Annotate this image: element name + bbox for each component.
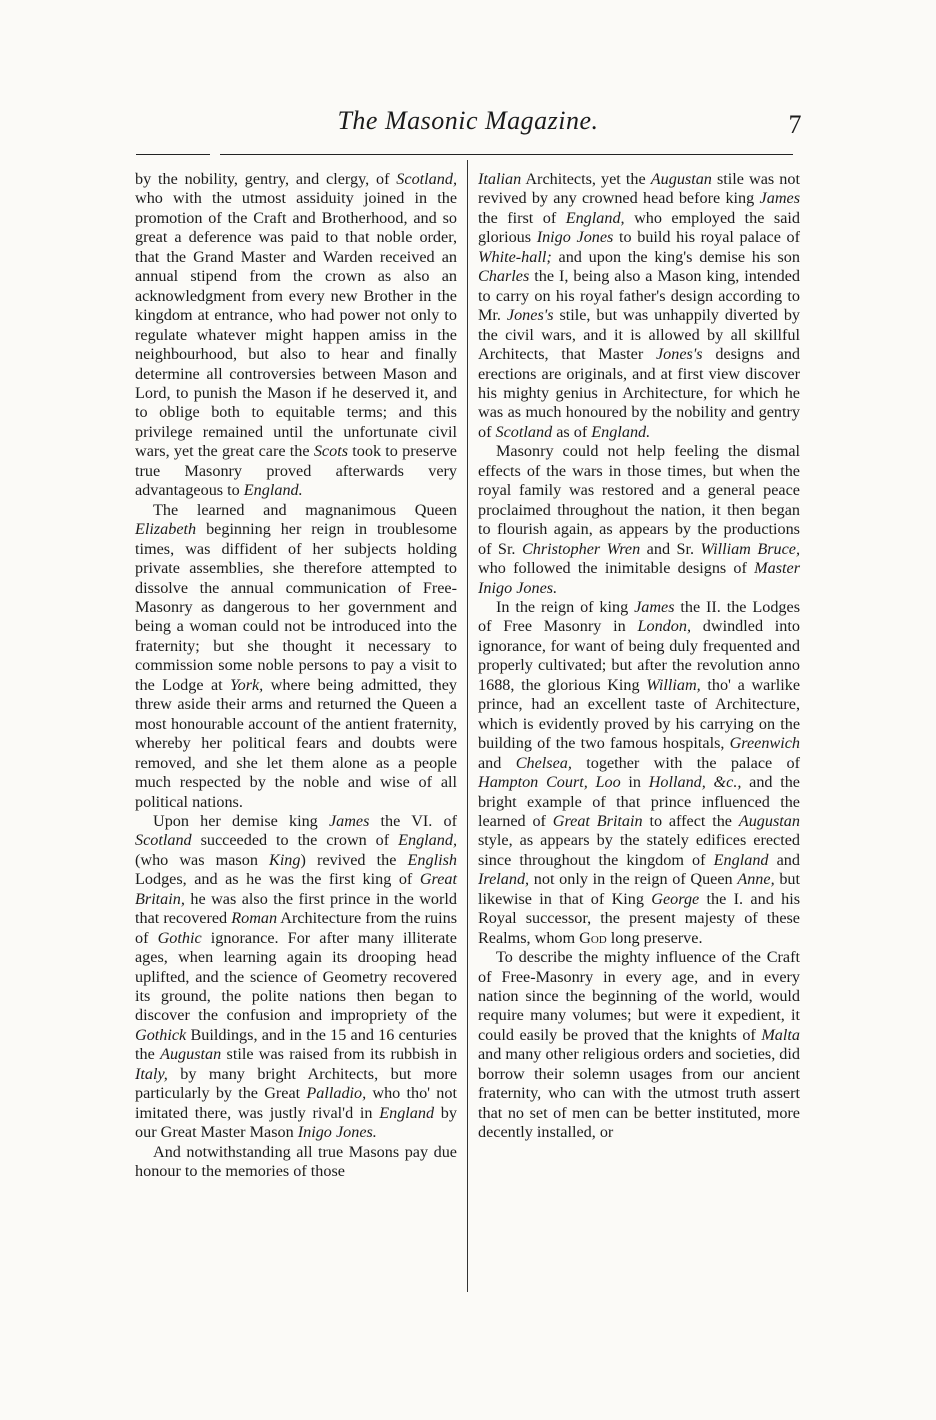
italic-text: Chelsea, xyxy=(515,753,572,772)
italic-text: Italy, xyxy=(135,1064,168,1083)
text-run: Architects, yet the xyxy=(521,170,651,188)
text-run: dwindled into ignorance, for want of being duly frequented and properly cultivated; but after the revolution anno 1688, the glorious King xyxy=(478,617,800,694)
text-run: succeeded to the crown of xyxy=(191,831,399,850)
italic-text: Scots xyxy=(313,442,348,461)
italic-text: Scotland xyxy=(135,831,192,850)
text-run: The learned and magnanimous Queen xyxy=(153,500,457,519)
text-run: Upon her demise king xyxy=(153,811,329,830)
italic-text: George xyxy=(651,889,700,908)
italic-text: Ireland, xyxy=(478,870,530,889)
italic-text: English xyxy=(407,850,457,869)
text-run: and upon the king's demise his son xyxy=(551,247,800,266)
italic-text: Italian xyxy=(478,170,522,188)
text-run: to build his royal palace of xyxy=(613,228,801,247)
text-run: Buildings, and in the 15 and 16 centuries the xyxy=(135,1025,457,1064)
text-run: In the reign of king xyxy=(496,597,635,616)
text-run: ignorance. For after many illiterate ages, when learning again its drooping head uplifted, and the science of Geometry recovered its ground, the polite nations then began to discover the confusion and impropriety of the xyxy=(135,928,457,1025)
text-run: style, as appears by the stately edifices erected since throughout the kingdom of xyxy=(478,831,800,869)
text-run: who with the utmost assiduity joined in the promotion of the Craft and Brotherhood, and so great a deference was paid to that noble order, that the Grand Master and Warden received an annual stipend from the crown as also an acknowledgment from every new Brother in the kingdom at entrance, who had power not only to regulate whatever might happen amiss in the neighbourhood, but also to hear and finally determine all controversies between Mason and Lord, to punish the Mason if he deserved it, and to oblige both to equitable terms; and this privilege remained until the unfortunate civil wars, yet the great care the xyxy=(135,189,457,461)
italic-text: York, xyxy=(230,675,264,694)
italic-text: Roman xyxy=(231,909,278,928)
paragraph xyxy=(478,170,800,442)
italic-text: Palladio, xyxy=(306,1084,367,1103)
text-run: and Sr. xyxy=(640,539,701,558)
italic-text: Great Britain, xyxy=(135,870,457,908)
italic-text: Gothic xyxy=(157,928,202,947)
italic-text: England. xyxy=(591,422,651,441)
italic-text: Augustan xyxy=(650,170,712,188)
italic-text: Gothick xyxy=(135,1025,187,1044)
paragraph xyxy=(478,948,800,1143)
italic-text: Anne, xyxy=(737,870,775,889)
text-run: beginning her reign in troublesome times, was diffident of her subjects holding private assemblies, she therefore attempted to dissolve the annual communication of Free-Masonry as dangerous to her government and being a woman could not be introduced into the fraternity; but she thought it necessary to commission some noble persons to pay a visit to the Lodge at xyxy=(135,520,457,694)
text-run: and the bright example of that prince influenced the learned of xyxy=(478,773,800,830)
text-run: in xyxy=(620,773,649,792)
paragraph xyxy=(135,170,457,501)
paragraph xyxy=(135,812,457,1143)
text-run: he was also the first prince in the world that recovered xyxy=(135,889,457,928)
italic-text: Hampton Court, Loo xyxy=(478,773,621,792)
paragraph xyxy=(135,501,457,812)
right-column xyxy=(478,170,800,1143)
text-run: the VI. of xyxy=(369,811,457,830)
text-run: stile, but was unhappily diverted by the civil wars, and it is allowed by all skillful Architects, that Master xyxy=(478,306,801,364)
italic-text: Christopher Wren xyxy=(521,539,641,558)
italic-text: James xyxy=(328,811,370,830)
text-run: (who was mason xyxy=(135,850,270,869)
italic-text: Jones's xyxy=(506,306,554,325)
paragraph xyxy=(135,1143,457,1182)
italic-text: James xyxy=(759,189,800,208)
italic-text: Jones's xyxy=(655,345,703,364)
left-column xyxy=(135,170,457,1182)
italic-text: Charles xyxy=(478,267,530,286)
italic-text: England xyxy=(713,850,769,869)
page-number: 7 xyxy=(788,110,802,139)
text-run: where being admitted, they threw aside their arms and returned the Queen a most honourable account of the antient fraternity, whereby her political fears and doubts were removed, and she let them alone as a people much respected by the noble and wise of all political nations. xyxy=(135,675,457,811)
text-run: tho' a warlike prince, had an excellent taste of Architecture, which is evidently proved by his carrying on the building of the two famous hospitals, xyxy=(478,675,801,753)
italic-text: Elizabeth xyxy=(135,520,197,539)
text-run: And notwithstanding all true Masons pay due honour to the memories of those xyxy=(135,1142,457,1181)
italic-text: Scotland xyxy=(495,422,553,441)
text-run: who followed the inimitable designs of xyxy=(478,559,755,578)
header-rule-left xyxy=(136,154,210,155)
text-run: but likewise in that of King xyxy=(478,870,800,908)
text-run: who employed the said glorious xyxy=(478,208,800,247)
text-run: ) revived the xyxy=(300,850,408,869)
italic-text: James xyxy=(634,597,675,616)
italic-text: England. xyxy=(243,481,303,500)
italic-text: King xyxy=(269,850,301,869)
italic-text: William Bruce, xyxy=(700,539,801,558)
italic-text: London, xyxy=(637,617,692,636)
italic-text: Augustan xyxy=(738,811,800,830)
text-run: by the nobility, gentry, and clergy, of xyxy=(135,170,397,188)
italic-text: England, xyxy=(565,208,625,227)
running-title: The Masonic Magazine. xyxy=(337,106,599,135)
italic-text: Greenwich xyxy=(729,734,800,753)
text-run: long preserve. xyxy=(606,928,703,947)
italic-text: Great Britain xyxy=(552,811,643,830)
page-header xyxy=(0,100,936,144)
italic-text: England, xyxy=(398,831,457,850)
text-run: the I, being also a Mason king, intended to carry on his royal father's design according to Mr. xyxy=(478,267,800,325)
italic-text: Master Inigo Jones. xyxy=(478,559,800,597)
text-run: who tho' not imitated there, was justly rival'd in xyxy=(135,1084,457,1122)
text-run: stile was raised from its rubbish in xyxy=(221,1045,458,1064)
text-run: the II. the Lodges of Free Masonry in xyxy=(478,597,800,636)
italic-text: Malta xyxy=(761,1025,800,1044)
italic-text: White-hall; xyxy=(478,247,552,266)
text-run: not only in the reign of Queen xyxy=(529,870,738,889)
text-run: Lodges, and as he was the first king of xyxy=(135,870,420,889)
text-run: and xyxy=(478,753,516,772)
text-run: Masonry could not help feeling the dismal effects of the wars in those times, but when the royal family was restored and a general peace proclaimed throughout the nation, it then began to flourish again, as appears by the productions of Sr. xyxy=(478,442,800,558)
header-rule-right xyxy=(220,154,793,155)
text-run: To describe the mighty influence of the Craft of Free-Masonry in every age, and in every nation since the beginning of the world, would require many volumes; but were it expedient, it could easily be proved that the knights of xyxy=(478,948,800,1044)
italic-text: Inigo Jones xyxy=(536,228,614,247)
column-divider xyxy=(467,160,468,1292)
text-run: designs and erections are originals, and at first view discover his mighty genius in Architecture, for which he was as much honoured by the nobility and gentry of xyxy=(478,345,801,441)
text-run: to affect the xyxy=(642,811,739,830)
text-run: took to preserve true Masonry proved afterwards very advantageous to xyxy=(135,442,457,500)
text-run: together with the palace of xyxy=(571,753,801,772)
italic-text: Augustan xyxy=(160,1045,222,1064)
italic-text: William, xyxy=(646,675,701,694)
text-run: as of xyxy=(552,422,592,441)
italic-text: England xyxy=(379,1103,435,1122)
paragraph xyxy=(478,598,800,948)
text-run: Architecture from the ruins of xyxy=(135,909,457,947)
text-run: the I. and his Royal successor, the present majesty of these Realms, whom xyxy=(478,889,800,947)
text-run: and xyxy=(768,850,800,869)
text-run: by our Great Master Mason xyxy=(135,1103,457,1142)
italic-text: Scotland, xyxy=(396,170,457,188)
text-run: stile was not revived by any crowned head before king xyxy=(478,170,800,208)
italic-text: Inigo Jones. xyxy=(297,1123,377,1142)
text-run: the first of xyxy=(478,208,566,227)
small-caps-text: God xyxy=(579,928,607,947)
italic-text: Holland, &c., xyxy=(648,773,742,792)
text-run: by many bright Architects, but more particularly by the Great xyxy=(135,1064,457,1103)
paragraph xyxy=(478,442,800,598)
text-run: and many other religious orders and societies, did borrow their solemn usages from our ancient fraternity, who can with the utmost truth assert that no set of men can be better instituted, more decently installed, or xyxy=(478,1045,800,1142)
